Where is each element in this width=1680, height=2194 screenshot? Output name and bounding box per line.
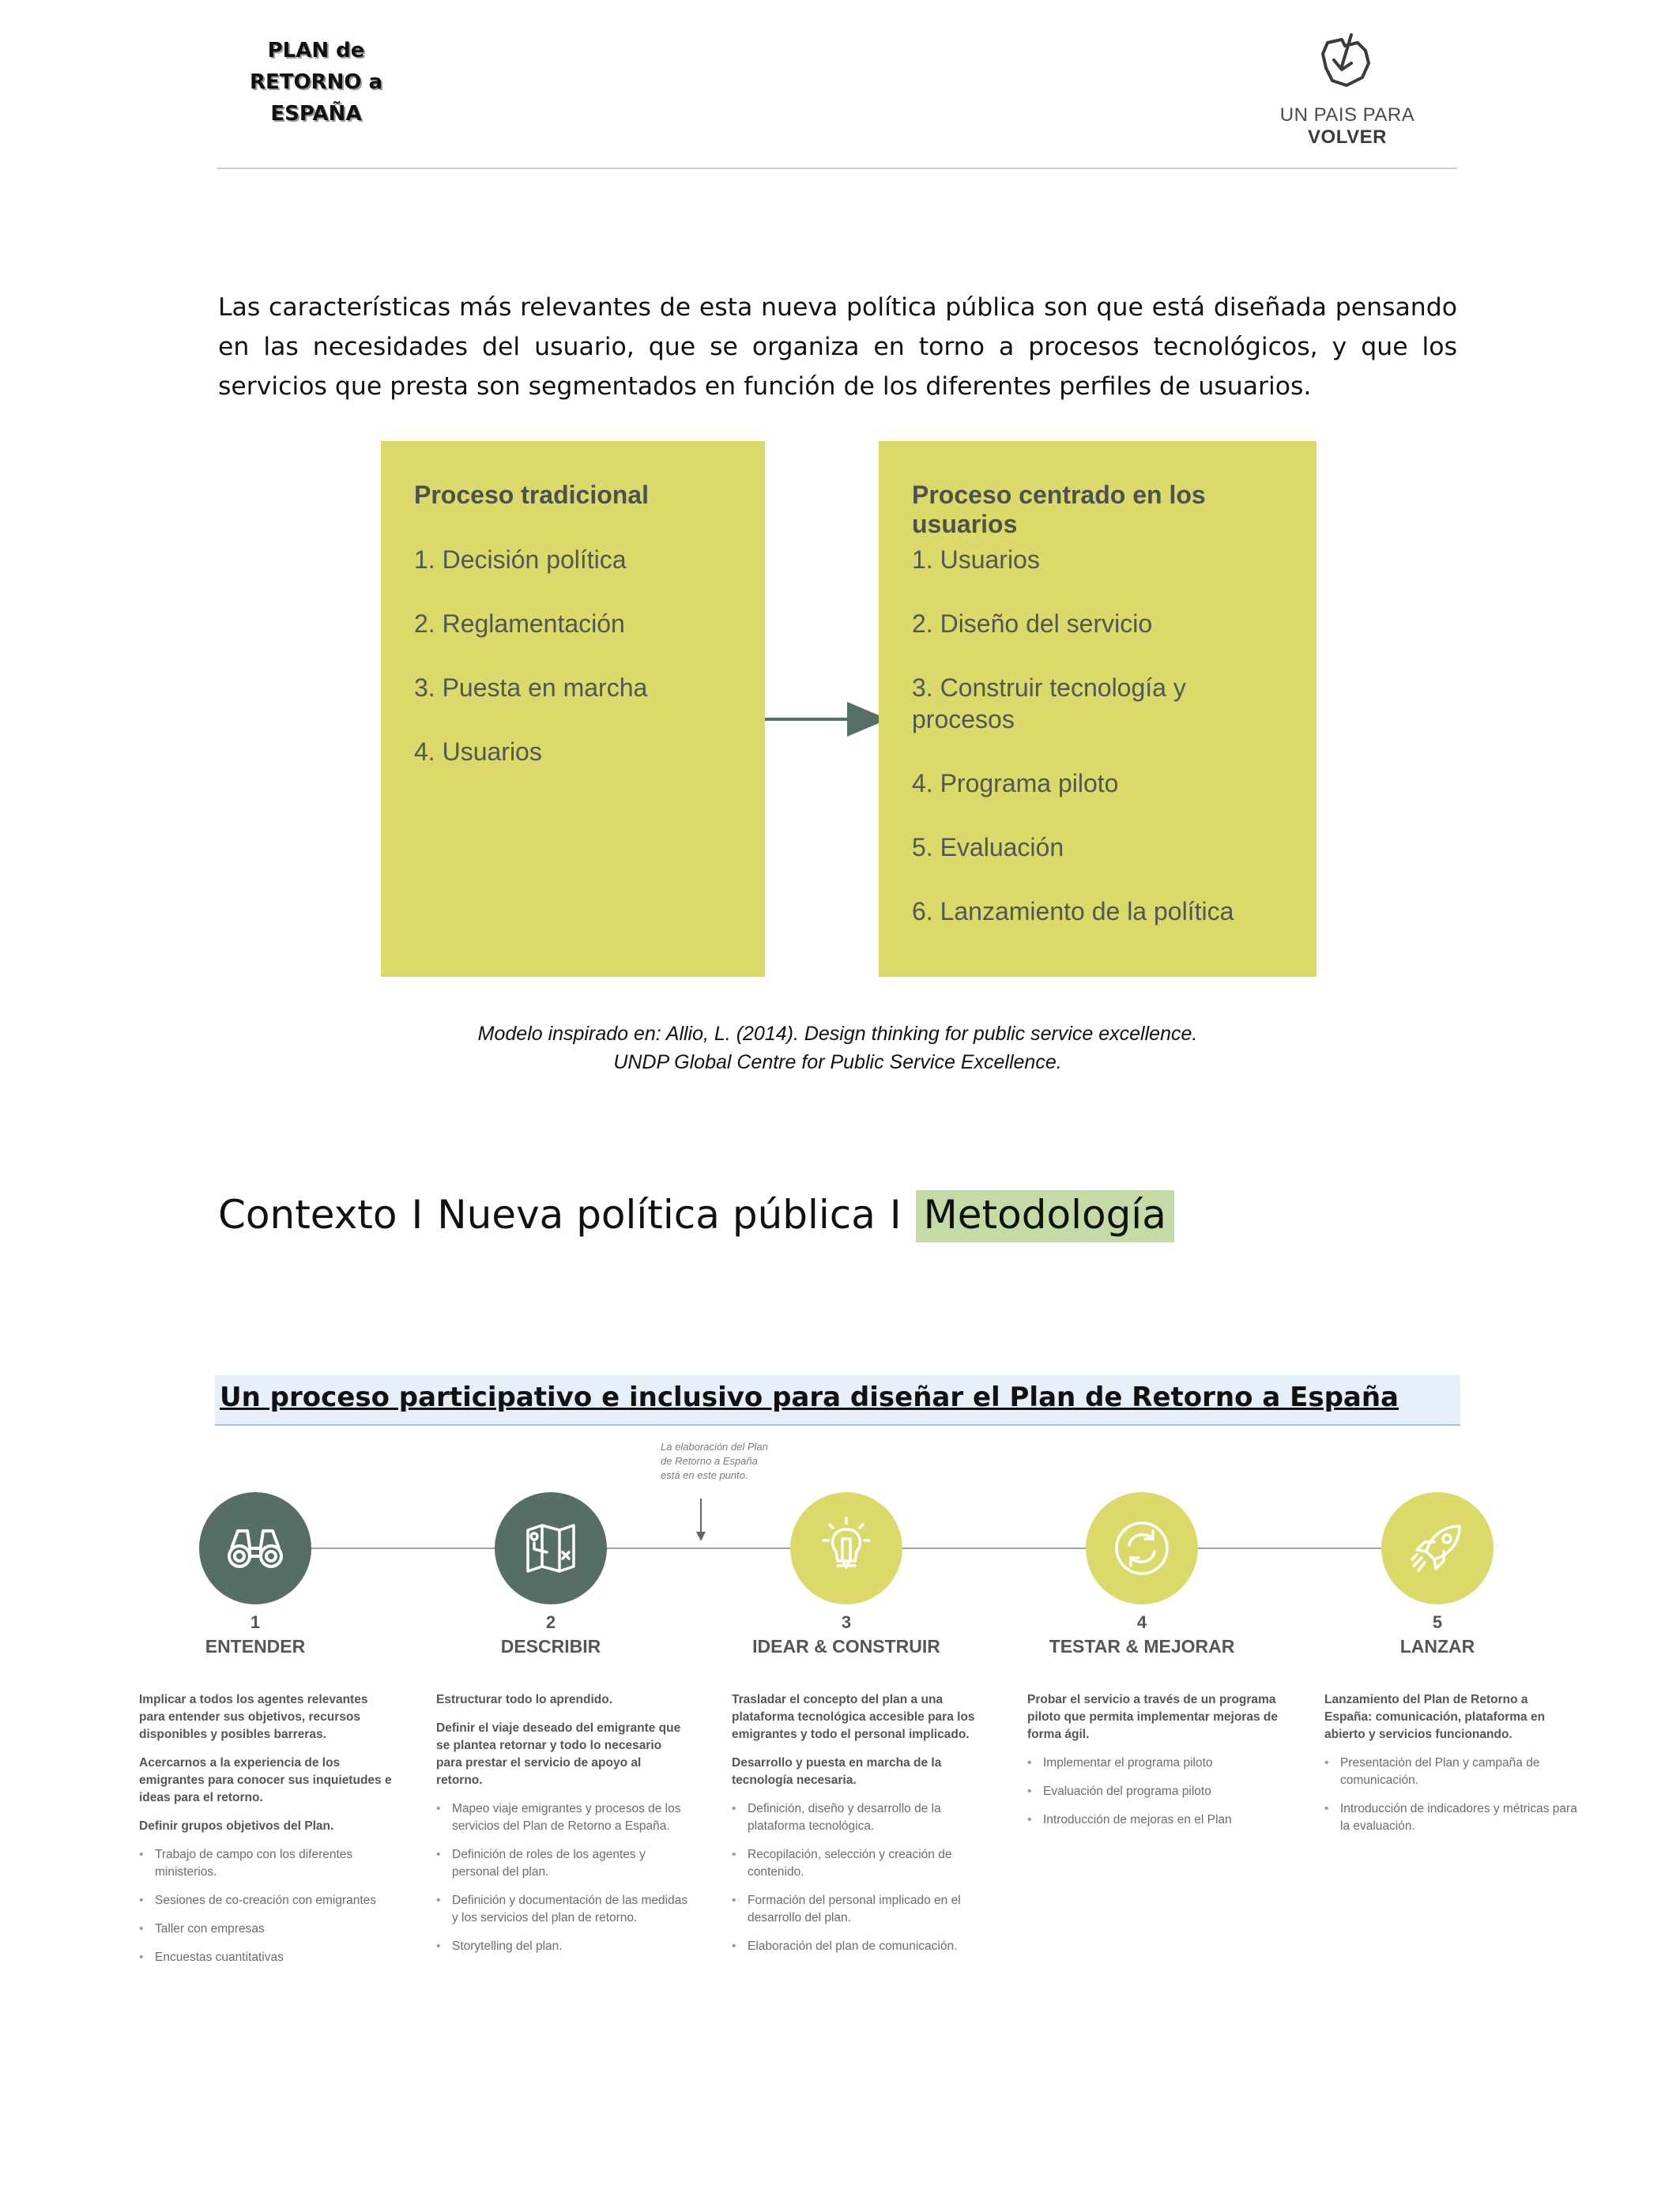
- list-item: • Elaboración del plan de comunicación.: [732, 1938, 985, 1955]
- list-item: 6. Lanzamiento de la política: [912, 897, 1234, 925]
- breadcrumb-separator: I: [889, 1192, 902, 1238]
- list-item: • Sesiones de co-creación con emigrantes: [139, 1892, 392, 1909]
- list-item: 5. Evaluación: [912, 833, 1064, 861]
- step-4-paragraph: Probar el servicio a través de un programa piloto que permita implementar mejoras de forma ágil.: [1027, 1693, 1278, 1741]
- step-5-paragraph: Lanzamiento del Plan de Retorno a España: comunicación, plataforma en abierto y servicios funcionando.: [1324, 1693, 1546, 1741]
- logo-line-3: ESPAÑA: [270, 102, 362, 126]
- step-1-description: [139, 1691, 392, 1979]
- step-3-paragraph: Desarrollo y puesta en marcha de la tecnología necesaria.: [732, 1756, 942, 1787]
- step-1-paragraph: Implicar a todos los agentes relevantes para entender sus objetivos, recursos disponibles y posibles barreras.: [139, 1693, 368, 1741]
- breadcrumb-separator: I: [411, 1192, 424, 1238]
- user-centered-process-title: Proceso centrado en los usuarios: [912, 481, 1206, 538]
- logo-line-1: PLAN de: [267, 39, 365, 62]
- step-5-description: [1324, 1691, 1577, 1848]
- breadcrumb-policy: Nueva política pública: [437, 1192, 876, 1238]
- right-arrow-icon: [765, 696, 891, 743]
- step-4-number: 4: [1136, 1612, 1147, 1632]
- step-1-bullets: [139, 1846, 392, 1966]
- section-banner: [215, 1375, 1460, 1426]
- list-item: • Storytelling del plan.: [436, 1938, 689, 1955]
- refresh-cycle-icon: [1112, 1518, 1172, 1578]
- list-item: • Taller con empresas: [139, 1921, 392, 1938]
- country-return-logo-icon: [1312, 28, 1380, 96]
- step-1-circle: [199, 1492, 311, 1604]
- step-2-description: [436, 1691, 689, 1968]
- step-1-name: ENTENDER: [205, 1636, 306, 1657]
- step-3-paragraph: Trasladar el concepto del plan a una plataforma tecnológica accesible para los emigrantes y todo el personal implicado.: [732, 1693, 975, 1741]
- logo-text-bold: VOLVER: [1308, 126, 1387, 148]
- plan-retorno-logo: [213, 35, 419, 130]
- list-item: 4. Usuarios: [414, 737, 542, 766]
- step-2-bullets: [436, 1800, 689, 1955]
- user-centered-process-box: [879, 441, 1317, 977]
- step-4-bullets: [1027, 1755, 1280, 1829]
- step-2-paragraph: Estructurar todo lo aprendido.: [436, 1693, 613, 1706]
- user-centered-process-list: [912, 544, 1260, 959]
- step-4-circle: [1086, 1492, 1198, 1604]
- step-2-paragraph: Definir el viaje deseado del emigrante que se plantea retornar y todo lo necesario para prestar el servicio de apoyo al retorno.: [436, 1721, 681, 1787]
- traditional-process-list: [414, 544, 746, 800]
- step-2-circle: [495, 1492, 607, 1604]
- traditional-process-box: [381, 441, 765, 977]
- list-item: • Presentación del Plan y campaña de comunicación.: [1324, 1755, 1577, 1789]
- list-item: • Definición, diseño y desarrollo de la plataforma tecnológica.: [732, 1800, 985, 1835]
- list-item: • Implementar el programa piloto: [1027, 1755, 1280, 1772]
- down-arrow-icon: [695, 1498, 706, 1543]
- list-item: • Definición de roles de los agentes y personal del plan.: [436, 1846, 689, 1881]
- step-3-circle: [790, 1492, 902, 1604]
- traditional-process-title: Proceso tradicional: [414, 481, 649, 509]
- list-item: • Definición y documentación de las medidas y los servicios del plan de retorno.: [436, 1892, 689, 1927]
- step-2-number: 2: [545, 1612, 556, 1632]
- step-3-description: [732, 1691, 985, 1968]
- list-item: 1. Decisión política: [414, 545, 627, 574]
- banner-title: Un proceso participativo e inclusivo para diseñar el Plan de Retorno a España: [220, 1382, 1399, 1413]
- list-item: • Evaluación del programa piloto: [1027, 1783, 1280, 1800]
- header-divider: [217, 168, 1457, 169]
- pencil-lightbulb-icon: [819, 1517, 874, 1580]
- list-item: 4. Programa piloto: [912, 769, 1119, 797]
- country-return-logo-text: [1252, 104, 1442, 149]
- list-item: 2. Diseño del servicio: [912, 609, 1153, 638]
- step-3-name: IDEAR & CONSTRUIR: [752, 1636, 940, 1657]
- figure-caption: [218, 1020, 1457, 1076]
- list-item: • Trabajo de campo con los diferentes ministerios.: [139, 1846, 392, 1881]
- step-3-number: 3: [841, 1612, 852, 1632]
- list-item: • Recopilación, selección y creación de contenido.: [732, 1846, 985, 1881]
- caption-line-1: Modelo inspirado en: Allio, L. (2014). Design thinking for public service excellence.: [477, 1023, 1198, 1045]
- logo-line-2: RETORNO a: [249, 70, 383, 94]
- breadcrumb-context: Contexto: [218, 1192, 397, 1238]
- list-item: • Introducción de indicadores y métricas para la evaluación.: [1324, 1800, 1577, 1835]
- step-2-name: DESCRIBIR: [500, 1636, 601, 1657]
- step-1-paragraph: Acercarnos a la experiencia de los emigrantes para conocer sus inquietudes e ideas para el retorno.: [139, 1756, 392, 1804]
- current-stage-note: La elaboración del Plan de Retorno a España está en este punto.: [661, 1441, 768, 1481]
- list-item: 1. Usuarios: [912, 545, 1040, 574]
- step-4-description: [1027, 1691, 1280, 1842]
- step-4-name: TESTAR & MEJORAR: [1049, 1636, 1235, 1657]
- rocket-icon: [1407, 1518, 1467, 1578]
- caption-line-2: UNDP Global Centre for Public Service Excellence.: [613, 1051, 1062, 1073]
- step-3-bullets: [732, 1800, 985, 1955]
- step-5-number: 5: [1432, 1612, 1443, 1632]
- step-5-circle: [1381, 1492, 1494, 1604]
- binoculars-icon: [225, 1525, 285, 1572]
- intro-paragraph: Las características más relevantes de esta nueva política pública son que está diseñada pensando en las necesidades del usuario, que se organiza en torno a procesos tecnológicos, y que los servicios que presta son segmentados en función de los diferentes perfiles de usuarios.: [218, 293, 1457, 401]
- list-item: • Mapeo viaje emigrantes y procesos de los servicios del Plan de Retorno a España.: [436, 1800, 689, 1835]
- list-item: • Encuestas cuantitativas: [139, 1949, 392, 1966]
- breadcrumb-methodology-current: Metodología: [916, 1190, 1174, 1242]
- step-5-name: LANZAR: [1399, 1636, 1475, 1657]
- step-1-paragraph: Definir grupos objetivos del Plan.: [139, 1819, 334, 1833]
- section-breadcrumb: [218, 1192, 1174, 1238]
- list-item: • Formación del personal implicado en el desarrollo del plan.: [732, 1892, 985, 1927]
- list-item: 3. Construir tecnología y procesos: [912, 673, 1186, 733]
- logo-text-plain: UN PAIS PARA: [1279, 104, 1415, 126]
- list-item: • Introducción de mejoras en el Plan: [1027, 1811, 1280, 1829]
- step-1-number: 1: [250, 1612, 261, 1632]
- step-5-bullets: [1324, 1755, 1577, 1835]
- list-item: 2. Reglamentación: [414, 609, 625, 638]
- map-icon: [523, 1521, 578, 1576]
- list-item: 3. Puesta en marcha: [414, 673, 648, 702]
